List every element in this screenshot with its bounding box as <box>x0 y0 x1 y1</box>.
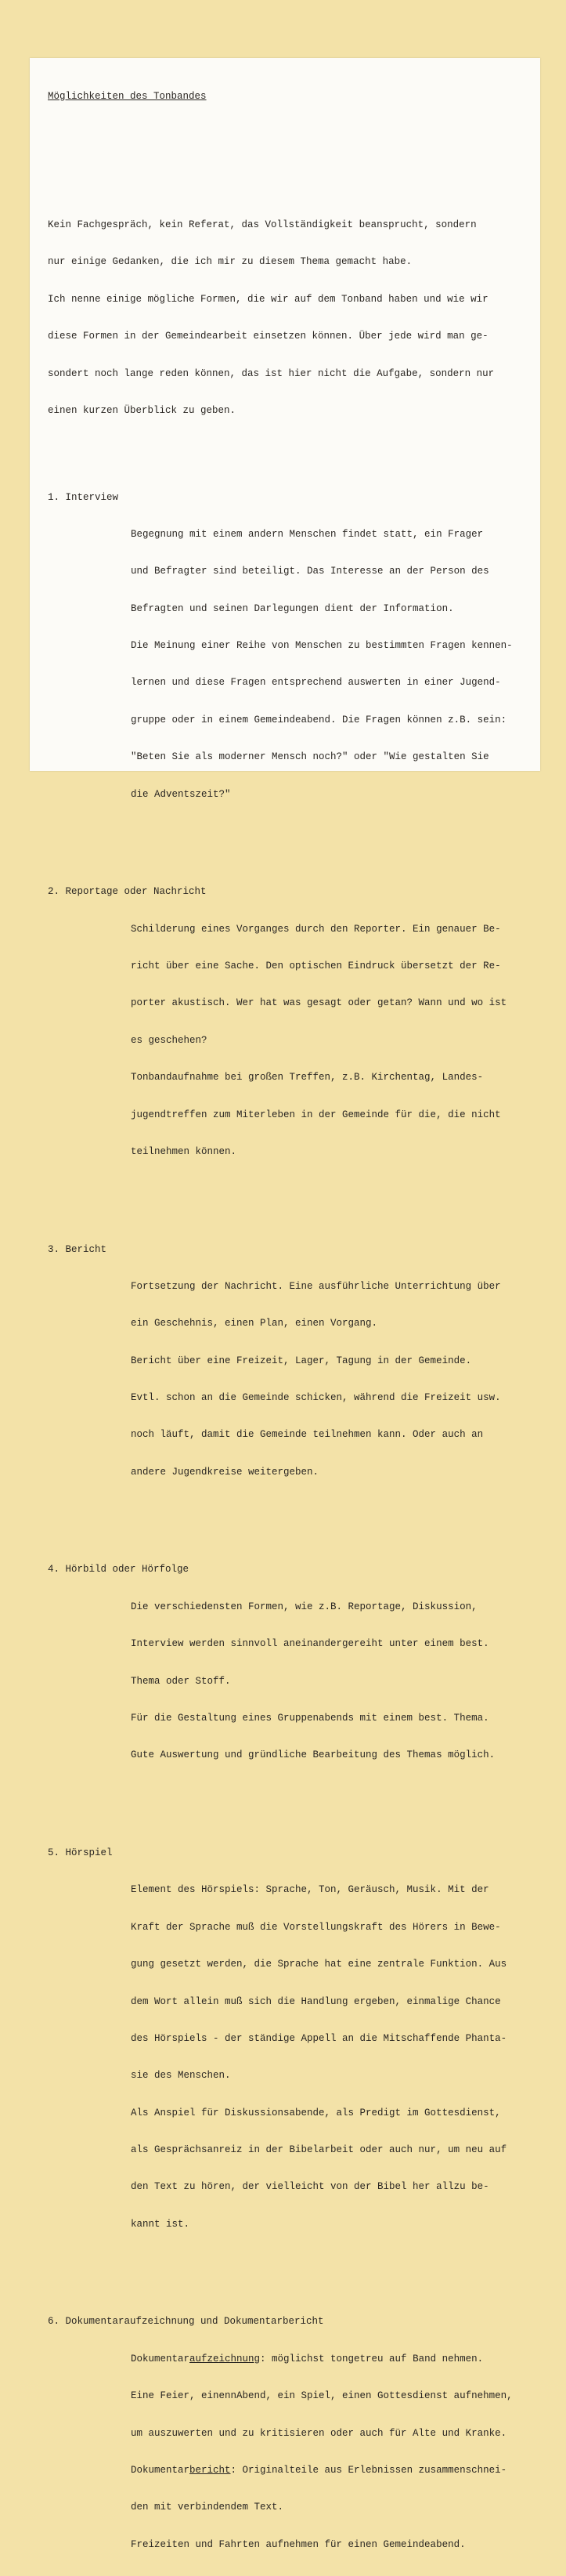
section-line: Bericht über eine Freizeit, Lager, Tagung in der Gemeinde. <box>131 1355 472 1366</box>
section-line: Thema oder Stoff. <box>131 1675 231 1687</box>
section-line: noch läuft, damit die Gemeinde teilnehmen kann. Oder auch an <box>131 1429 484 1441</box>
section-line: als Gesprächsanreiz in der Bibelarbeit oder auch nur, um neu auf <box>131 2144 507 2156</box>
section-line: Die Meinung einer Reihe von Menschen zu bestimmten Fragen kennen- <box>131 640 513 652</box>
section-line: ein Geschehnis, einen Plan, einen Vorgang. <box>131 1318 378 1330</box>
section-line: es geschehen? <box>131 1034 207 1046</box>
section-line: andere Jugendkreise weitergeben. <box>131 1466 319 1478</box>
section-heading-reportage: 2. Reportage oder Nachricht <box>48 886 207 898</box>
term-underlined: bericht <box>189 2465 231 2477</box>
section-heading-hoerbild: 4. Hörbild oder Hörfolge <box>48 1564 189 1576</box>
document-page <box>30 58 540 2550</box>
section-line: Eine Feier, einennAbend, ein Spiel, einen Gottesdienst aufnehmen, <box>131 2390 513 2402</box>
term-rest: : möglichst tongetreu auf Band nehmen. <box>260 2353 484 2364</box>
section-line: den mit verbindendem Text. <box>131 2502 284 2513</box>
section-line: Für die Gestaltung eines Gruppenabends mit einem best. Thema. <box>131 1713 489 1724</box>
section-line: Befragten und seinen Darlegungen dient der Information. <box>131 602 454 614</box>
section-line: die Adventszeit?" <box>131 788 231 800</box>
section-line: gruppe oder in einem Gemeindeabend. Die Fragen können z.B. sein: <box>131 714 507 725</box>
section-line: lernen und diese Fragen entsprechend auswerten in einer Jugend- <box>131 677 501 689</box>
section-line: Begegnung mit einem andern Menschen findet statt, ein Frager <box>131 528 484 540</box>
term-prefix: Dokumentar <box>131 2353 190 2364</box>
intro-line: sondert noch lange reden können, das ist hier nicht die Aufgabe, sondern nur <box>48 367 495 379</box>
section-line: gung gesetzt werden, die Sprache hat eine zentrale Funktion. Aus <box>131 1959 507 1970</box>
section-heading-hoerspiel: 5. Hörspiel <box>48 1847 113 1858</box>
section-line: jugendtreffen zum Miterleben in der Gemeinde für die, die nicht <box>131 1109 501 1120</box>
section-line: und Befragter sind beteiligt. Das Interesse an der Person des <box>131 566 489 577</box>
intro-line: Kein Fachgespräch, kein Referat, das Vollständigkeit beansprucht, sondern <box>48 219 477 230</box>
section-line: den Text zu hören, der vielleicht von der Bibel her allzu be- <box>131 2181 489 2193</box>
section-line: kannt ist. <box>131 2218 190 2230</box>
intro-line: Ich nenne einige mögliche Formen, die wir auf dem Tonband haben und wie wir <box>48 293 488 305</box>
section-line: Kraft der Sprache muß die Vorstellungskraft des Hörers in Bewe- <box>131 1921 501 1933</box>
section-line: Die verschiedensten Formen, wie z.B. Reportage, Diskussion, <box>131 1601 478 1612</box>
section-line: Freizeiten und Fahrten aufnehmen für einen Gemeindeabend. <box>131 2538 466 2550</box>
section-line: Fortsetzung der Nachricht. Eine ausführliche Unterrichtung über <box>131 1280 501 1292</box>
intro-line: einen kurzen Überblick zu geben. <box>48 404 236 416</box>
intro-paragraph <box>48 194 529 442</box>
section-line <box>48 2465 529 2477</box>
section-heading-interview: 1. Interview <box>48 491 119 503</box>
document-content <box>48 66 529 2576</box>
section-line: Gute Auswertung und gründliche Bearbeitung des Themas möglich. <box>131 1749 496 1761</box>
section-line: Interview werden sinnvoll aneinandergereiht unter einem best. <box>131 1638 489 1650</box>
section-line: richt über eine Sache. Den optischen Eindruck übersetzt der Re- <box>131 960 501 971</box>
section-line: dem Wort allein muß sich die Handlung ergeben, einmalige Chance <box>131 1995 501 2007</box>
section-line: Als Anspiel für Diskussionsabende, als Predigt im Gottesdienst, <box>131 2107 501 2118</box>
term-prefix: Dokumentar <box>131 2465 190 2477</box>
section-line <box>48 2353 529 2366</box>
term-underlined: aufzeichnung <box>189 2353 261 2364</box>
section-line: sie des Menschen. <box>131 2070 231 2082</box>
section-heading-dokumentar: 6. Dokumentaraufzeichnung und Dokumentarbericht <box>48 2316 324 2328</box>
section-line: "Beten Sie als moderner Mensch noch?" oder "Wie gestalten Sie <box>131 751 489 763</box>
section-line: teilnehmen können. <box>131 1145 237 1157</box>
document-title: Möglichkeiten des Tonbandes <box>48 90 207 102</box>
section-line: porter akustisch. Wer hat was gesagt oder getan? Wann und wo ist <box>131 997 507 1009</box>
section-heading-bericht: 3. Bericht <box>48 1243 107 1255</box>
intro-line: diese Formen in der Gemeindearbeit einsetzen können. Über jede wird man ge- <box>48 331 488 342</box>
section-line: Evtl. schon an die Gemeinde schicken, während die Freizeit usw. <box>131 1392 501 1404</box>
section-line: des Hörspiels - der ständige Appell an die Mitschaffende Phanta- <box>131 2032 507 2044</box>
section-line: Element des Hörspiels: Sprache, Ton, Geräusch, Musik. Mit der <box>131 1884 489 1896</box>
section-line: um auszuwerten und zu kritisieren oder auch für Alte und Kranke. <box>131 2427 507 2439</box>
intro-line: nur einige Gedanken, die ich mir zu diesem Thema gemacht habe. <box>48 256 413 268</box>
term-rest: : Originalteile aus Erlebnissen zusammenschnei- <box>230 2465 507 2477</box>
section-line: Tonbandaufnahme bei großen Treffen, z.B. Kirchentag, Landes- <box>131 1072 484 1084</box>
section-line: Schilderung eines Vorganges durch den Reporter. Ein genauer Be- <box>131 923 501 935</box>
